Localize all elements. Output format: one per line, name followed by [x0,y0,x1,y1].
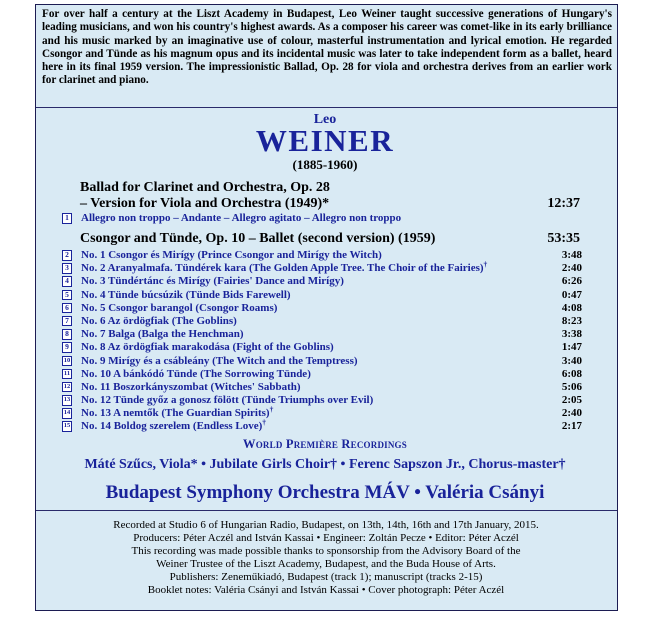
track-title: No. 9 Mirígy és a csábleány (The Witch and the Temptress) [81,354,358,367]
track-row [62,341,582,354]
track-number-box: 9 [62,342,72,353]
credit-line: Booklet notes: Valéria Csányi and István Kassai • Cover photograph: Péter Aczél [147,584,505,596]
ballad-movements: Allegro non troppo – Andante – Allegro agitato – Allegro non troppo [81,212,402,224]
track-number-box: 6 [62,303,72,314]
track-number-box: 10 [62,356,72,367]
premiere-heading: World Première Recordings [243,437,407,451]
track-row [62,328,582,341]
track-title: No. 5 Csongor barangol (Csongor Roams) [81,301,278,314]
track-row [62,394,582,407]
track-row [62,368,582,381]
track-number-box: 14 [62,408,72,419]
track-list [62,249,582,434]
ballad-duration: 12:37 [547,196,580,211]
track-row [62,404,582,420]
track-title: No. 13 A nemtők (The Guardian Spirits)† [81,404,274,420]
track-duration: 6:08 [561,367,582,380]
track-row [62,417,582,433]
ballad-movements-row [62,212,582,225]
track-duration: 3:40 [561,354,582,367]
track-title: No. 3 Tündértánc és Mirígy (Fairies' Dance and Mirígy) [81,275,344,288]
top-divider [36,107,617,108]
track-row [62,259,582,275]
track-duration: 3:48 [561,249,582,261]
track-title: No. 4 Tünde búcsúzik (Tünde Bids Farewell) [81,288,291,301]
track-title: No. 11 Boszorkányszombat (Witches' Sabbath) [81,380,301,393]
track-duration: 2:40 [561,407,582,420]
track-row [62,275,582,288]
track-number-box: 2 [62,250,72,261]
track-number-box: 13 [62,395,72,406]
track-number-box: 7 [62,316,72,327]
track-title: No. 2 Aranyalmafa. Tündérek kara (The Golden Apple Tree. The Choir of the Fairies)† [81,259,488,275]
ballad-title-line1: Ballad for Clarinet and Orchestra, Op. 28 [80,180,330,195]
track-row [62,355,582,368]
track-duration: 3:38 [561,328,582,341]
composer-first-name: Leo [313,112,337,127]
dagger-mark: † [269,404,274,414]
credit-line: This recording was made possible thanks to sponsorship from the Advisory Board of the [131,545,521,557]
track-title: No. 6 Az ördögfiak (The Goblins) [81,314,237,327]
track-title: No. 12 Tünde győz a gonosz fölött (Tünde Triumphs over Evil) [81,394,374,407]
track-number-box: 12 [62,382,72,393]
track-number-box: 15 [62,421,72,432]
track-number-box: 8 [62,329,72,340]
track-duration: 2:17 [561,420,582,433]
track-number-box: 1 [62,213,72,224]
ballad-title-line2: – Version for Viola and Orchestra (1949)* [80,196,330,211]
bottom-divider [36,510,617,511]
dagger-mark: † [262,417,267,427]
recording-credits [40,519,612,597]
track-row [62,381,582,394]
track-title: No. 14 Boldog szerelem (Endless Love)† [81,417,267,433]
orchestra-line: Budapest Symphony Orchestra MÁV • Valéria Csányi [105,482,545,503]
track-title: No. 10 A bánkódó Tünde (The Sorrowing Tünde) [81,367,311,380]
track-duration: 2:05 [561,394,582,407]
composer-dates: (1885-1960) [292,157,358,172]
track-duration: 1:47 [561,341,582,354]
credit-line: Weiner Trustee of the Liszt Academy, Budapest, and the Buda House of Arts. [156,558,496,570]
composer-last-name: WEINER [255,123,395,158]
credit-line: Producers: Péter Aczél and István Kassai • Engineer: Zoltán Pecze • Editor: Péter Aczél [133,532,519,544]
track-duration: 0:47 [561,288,582,301]
dagger-mark: † [483,259,488,269]
track-duration: 6:26 [561,275,582,288]
track-title: No. 7 Balga (Balga the Henchman) [81,328,244,341]
credit-line: Recorded at Studio 6 of Hungarian Radio, Budapest, on 13th, 14th, 16th and 17th January, 2015. [113,519,539,531]
track-title: No. 8 Az ördögfiak marakodása (Fight of the Goblins) [81,341,334,354]
track-row [62,302,582,315]
intro-paragraph: For over half a century at the Liszt Academy in Budapest, Leo Weiner taught successive generations of Hungary's leading musicians, and won his country's highest awards. As a composer his career was comet-like in its early brilliance and his music marked by an imaginative use of colour, masterful instrumentation and lyrical emotion. He regarded Csongor and Tünde as his magnum opus and its incidental music was later to take independent form as a ballet, heard here in its final 1959 version. The impressionistic Ballad, Op. 28 for viola and orchestra derives from an earlier work for clarinet and piano. [42,8,612,87]
performers-line: Máté Szűcs, Viola* • Jubilate Girls Choir† • Ferenc Sapszon Jr., Chorus-master† [84,457,566,472]
track-duration: 4:08 [561,301,582,314]
track-row [62,315,582,328]
track-duration: 5:06 [561,380,582,393]
track-title: No. 1 Csongor és Mirígy (Prince Csongor and Mirígy the Witch) [81,249,382,261]
track-number-box: 3 [62,263,72,274]
credit-line: Publishers: Zeneműkiadó, Budapest (track 1); manuscript (tracks 2-15) [169,571,483,583]
track-row [62,289,582,302]
track-number-box: 4 [62,276,72,287]
track-duration: 8:23 [561,314,582,327]
ballet-title: Csongor and Tünde, Op. 10 – Ballet (second version) (1959) [80,231,436,246]
track-number-box: 11 [62,369,72,380]
ballet-duration: 53:35 [547,231,580,246]
track-row [62,249,582,262]
track-number-box: 5 [62,290,72,301]
track-duration: 2:40 [561,262,582,275]
